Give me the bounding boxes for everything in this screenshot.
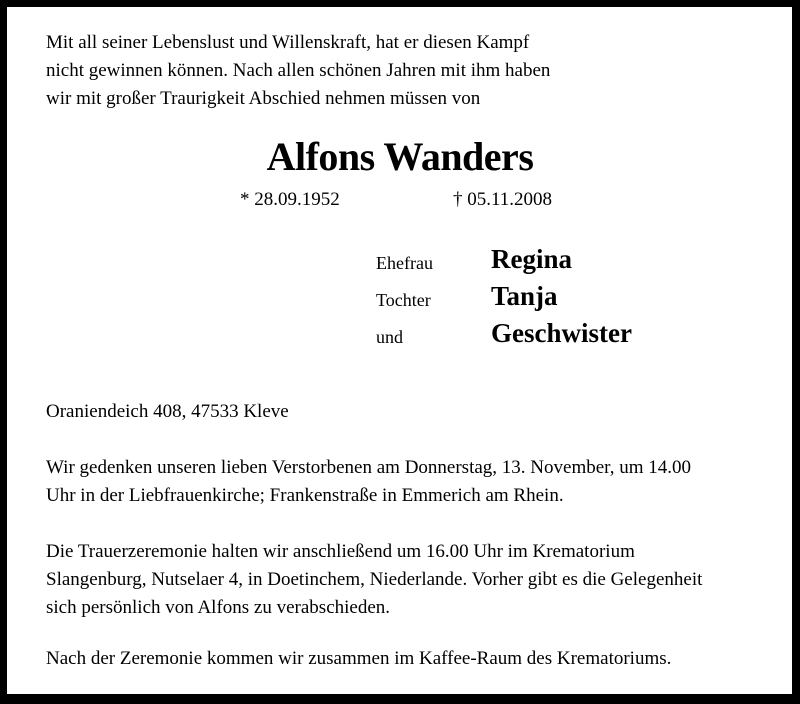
ceremony-text (46, 538, 702, 622)
ceremony-line: Die Trauerzeremonie halten wir anschließend um 16.00 Uhr im Krematorium (46, 541, 635, 562)
address (46, 398, 289, 426)
memorial-line: Uhr in der Liebfrauenkirche; Frankenstraße in Emmerich am Rhein. (46, 485, 564, 506)
deceased-name: Alfons Wanders (266, 134, 534, 179)
mourner-role: und (376, 327, 403, 347)
mourner-role: Ehefrau (376, 253, 433, 273)
intro-text (46, 29, 550, 113)
intro-line: nicht gewinnen können. Nach allen schönen Jahren mit ihm haben (46, 60, 551, 81)
death-date: † 05.11.2008 (453, 189, 553, 210)
address-line: Oraniendeich 408, 47533 Kleve (46, 401, 289, 422)
ceremony-line: Slangenburg, Nutselaer 4, in Doetinchem, Niederlande. Vorher gibt es die Gelegenheit (46, 569, 703, 590)
memorial-service-text (46, 454, 691, 510)
coffee-line: Nach der Zeremonie kommen wir zusammen im Kaffee-Raum des Krematoriums. (46, 648, 672, 669)
mourner-name: Geschwister (491, 318, 632, 348)
memorial-line: Wir gedenken unseren lieben Verstorbenen am Donnerstag, 13. November, um 14.00 (46, 457, 691, 478)
birth-date: * 28.09.1952 (240, 189, 340, 210)
intro-line: Mit all seiner Lebenslust und Willenskraft, hat er diesen Kampf (46, 32, 530, 53)
coffee-gathering-text (46, 645, 671, 673)
mourner-role: Tochter (376, 290, 431, 310)
mourner-name: Tanja (491, 281, 558, 311)
mourner-name: Regina (491, 244, 572, 274)
ceremony-line: sich persönlich von Alfons zu verabschieden. (46, 597, 391, 618)
intro-line: wir mit großer Traurigkeit Abschied nehmen müssen von (46, 88, 481, 109)
